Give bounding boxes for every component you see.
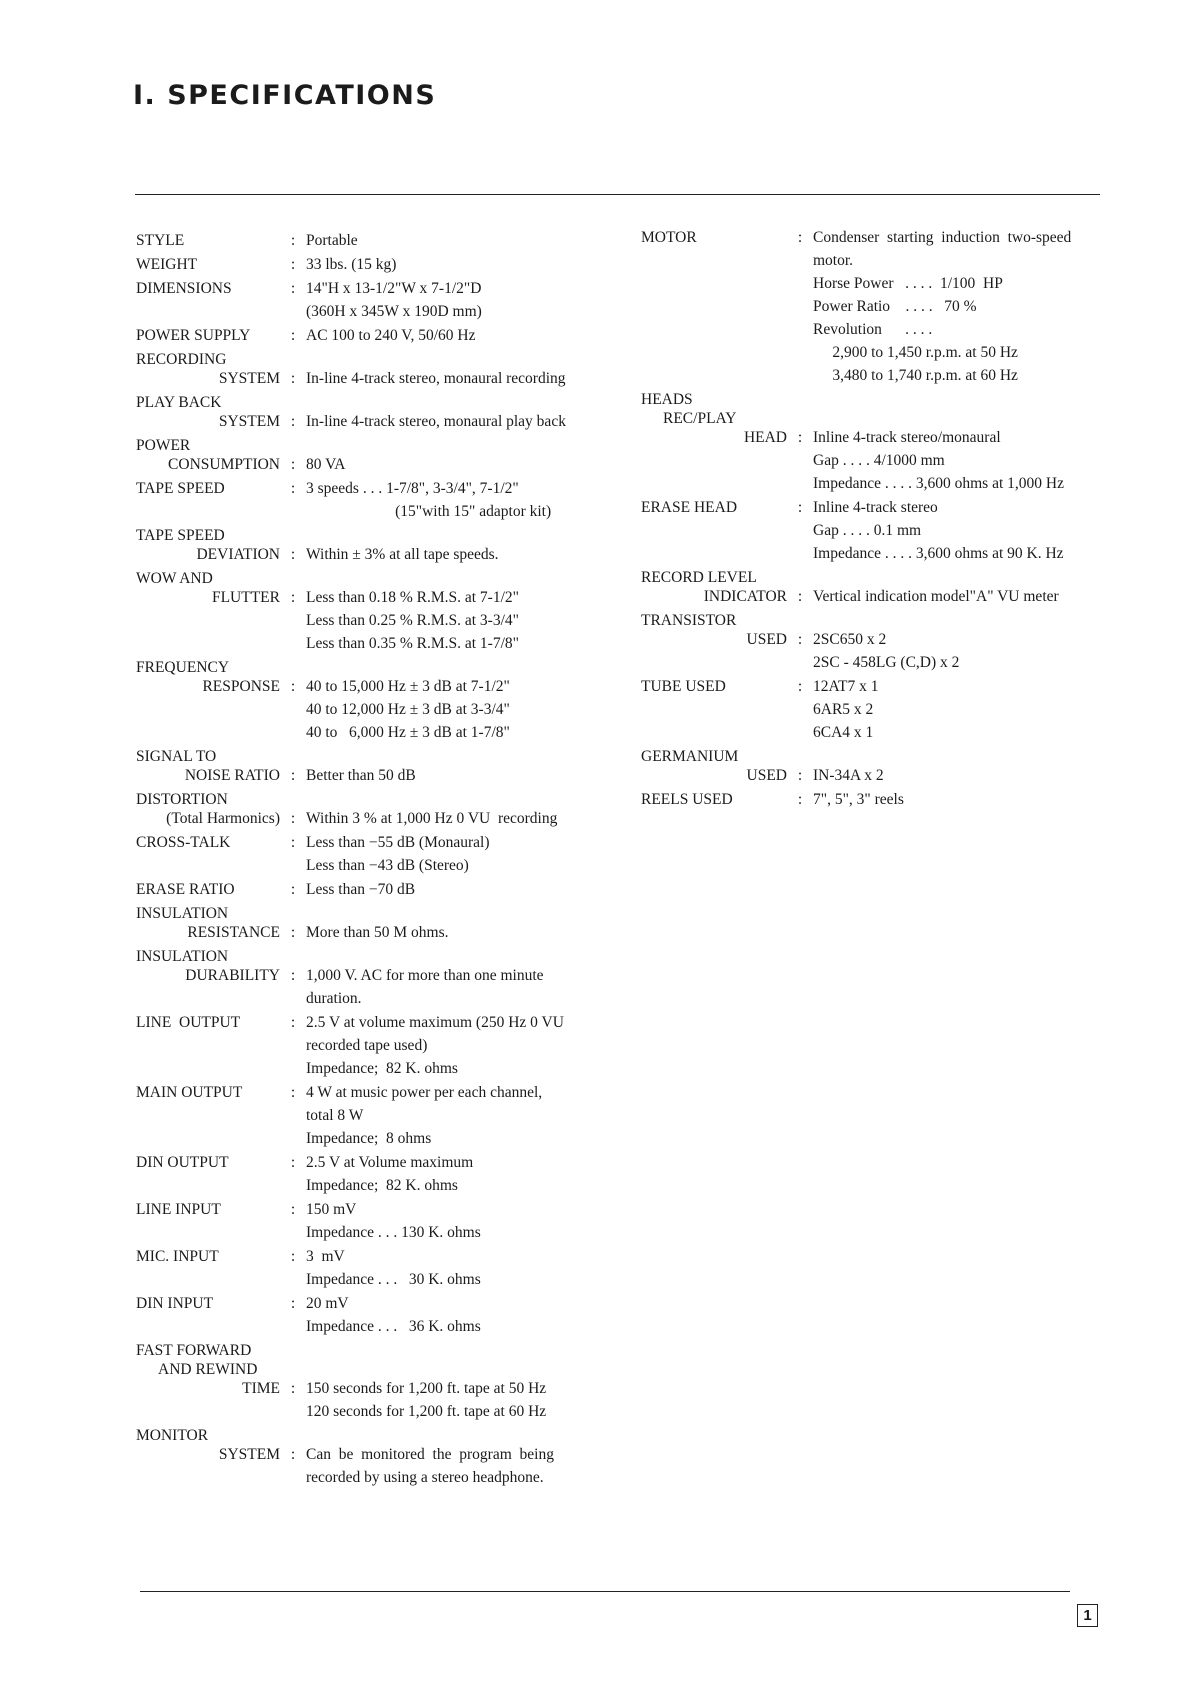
- spec-value-line: Less than −70 dB: [306, 881, 416, 898]
- spec-value-line: recorded by using a stereo headphone.: [306, 1469, 544, 1486]
- spec-entry: [136, 1247, 636, 1289]
- spec-label-line: INSULATION: [136, 948, 229, 965]
- spec-label-line: RECORD LEVEL: [641, 569, 757, 586]
- spec-value-line: AC 100 to 240 V, 50/60 Hz: [306, 327, 476, 344]
- spec-label-line: LINE INPUT: [136, 1201, 221, 1218]
- spec-separator: :: [290, 256, 296, 273]
- spec-values: [306, 255, 636, 274]
- spec-value-line: More than 50 M ohms.: [306, 924, 449, 941]
- spec-label-line: RESPONSE: [202, 678, 280, 695]
- spec-value-line: Portable: [306, 232, 358, 249]
- spec-value-line: 2SC - 458LG (C,D) x 2: [813, 654, 960, 671]
- spec-values: [306, 947, 636, 1008]
- spec-value-line: Impedance . . . . 3,600 ohms at 1,000 Hz: [813, 475, 1064, 492]
- spec-values: [306, 658, 636, 742]
- spec-values: [306, 1013, 636, 1078]
- spec-values: [813, 747, 1101, 785]
- spec-label-line: FLUTTER: [211, 589, 280, 606]
- spec-separator: :: [797, 767, 803, 784]
- spec-label-line: LINE OUTPUT: [136, 1014, 241, 1031]
- spec-value-line: Gap . . . . 4/1000 mm: [813, 452, 945, 469]
- spec-label-line: TIME: [242, 1380, 280, 1397]
- spec-value-line: In-line 4-track stereo, monaural recording: [306, 370, 566, 387]
- spec-entry: [136, 790, 636, 828]
- spec-values: [306, 1153, 636, 1195]
- spec-value-line: 150 seconds for 1,200 ft. tape at 50 Hz: [306, 1380, 547, 1397]
- spec-value-line: duration.: [306, 990, 362, 1007]
- spec-entry: [641, 790, 1101, 809]
- spec-label: [136, 1426, 280, 1487]
- spec-label-line: TUBE USED: [641, 678, 726, 695]
- spec-values: [813, 790, 1101, 809]
- spec-value-line: Less than −55 dB (Monaural): [306, 834, 490, 851]
- spec-label-line: REC/PLAY: [663, 410, 737, 427]
- spec-values: [813, 228, 1101, 385]
- spec-label: [136, 436, 280, 474]
- spec-value-line: 14"H x 13-1/2"W x 7-1/2"D: [306, 280, 482, 297]
- spec-label-line: HEADS: [641, 391, 693, 408]
- spec-value-line: 40 to 15,000 Hz ± 3 dB at 7-1/2": [306, 678, 510, 695]
- spec-values: [306, 1083, 636, 1148]
- spec-value-line: 6AR5 x 2: [813, 701, 874, 718]
- spec-separator: :: [290, 881, 296, 898]
- spec-separator: :: [290, 1154, 296, 1171]
- spec-values: [306, 393, 636, 431]
- spec-value-line: 150 mV: [306, 1201, 357, 1218]
- spec-entry: [641, 228, 1101, 385]
- spec-separator: :: [290, 1380, 296, 1397]
- spec-label: [136, 1200, 280, 1242]
- spec-values: [306, 1247, 636, 1289]
- spec-separator: :: [797, 588, 803, 605]
- spec-value-line: 120 seconds for 1,200 ft. tape at 60 Hz: [306, 1403, 547, 1420]
- spec-label-line: USED: [746, 767, 787, 784]
- spec-label: [136, 747, 280, 785]
- spec-value-line: 40 to 12,000 Hz ± 3 dB at 3-3/4": [306, 701, 510, 718]
- spec-values: [306, 1294, 636, 1336]
- spec-label-line: (Total Harmonics): [166, 810, 280, 827]
- spec-values: [306, 526, 636, 564]
- spec-label-line: RESISTANCE: [187, 924, 280, 941]
- spec-value-line: Impedance; 82 K. ohms: [306, 1060, 458, 1077]
- spec-label: [136, 1083, 280, 1148]
- spec-value-line: Within 3 % at 1,000 Hz 0 VU recording: [306, 810, 558, 827]
- spec-value-line: Less than −43 dB (Stereo): [306, 857, 469, 874]
- spec-separator: :: [290, 678, 296, 695]
- spec-label: [136, 904, 280, 942]
- spec-label-line: PLAY BACK: [136, 394, 222, 411]
- spec-value-line: Impedance . . . . 3,600 ohms at 90 K. Hz: [813, 545, 1064, 562]
- spec-value-line: Less than 0.18 % R.M.S. at 7-1/2": [306, 589, 519, 606]
- spec-separator: :: [797, 678, 803, 695]
- spec-value-line: 6CA4 x 1: [813, 724, 874, 741]
- spec-separator: :: [290, 1295, 296, 1312]
- spec-value-line: 2,900 to 1,450 r.p.m. at 50 Hz: [813, 344, 1018, 361]
- spec-values: [813, 677, 1101, 742]
- spec-separator: :: [797, 631, 803, 648]
- spec-label: [136, 880, 280, 899]
- spec-label: [136, 1294, 280, 1336]
- spec-label-line: INDICATOR: [703, 588, 787, 605]
- spec-label-line: DIN OUTPUT: [136, 1154, 229, 1171]
- spec-value-line: 40 to 6,000 Hz ± 3 dB at 1-7/8": [306, 724, 510, 741]
- spec-values: [306, 231, 636, 250]
- spec-value-line: 2.5 V at Volume maximum: [306, 1154, 474, 1171]
- spec-value-line: 3 mV: [306, 1248, 345, 1265]
- spec-label-line: USED: [746, 631, 787, 648]
- spec-value-line: 2.5 V at volume maximum (250 Hz 0 VU: [306, 1014, 564, 1031]
- spec-value-line: Horse Power . . . . 1/100 HP: [813, 275, 1003, 292]
- spec-value-line: Better than 50 dB: [306, 767, 416, 784]
- spec-label-line: POWER SUPPLY: [136, 327, 251, 344]
- bottom-divider: [140, 1591, 1070, 1592]
- spec-label-line: DIMENSIONS: [136, 280, 232, 297]
- spec-label-line: STYLE: [136, 232, 185, 249]
- spec-label-line: TRANSISTOR: [641, 612, 737, 629]
- spec-value-line: Impedance; 82 K. ohms: [306, 1177, 458, 1194]
- spec-values: [306, 350, 636, 388]
- spec-separator: :: [797, 499, 803, 516]
- spec-separator: :: [290, 1446, 296, 1463]
- spec-label-line: SYSTEM: [218, 413, 280, 430]
- spec-value-line: Inline 4-track stereo: [813, 499, 938, 516]
- spec-separator: :: [290, 1084, 296, 1101]
- spec-value-line: Impedance . . . 36 K. ohms: [306, 1318, 481, 1335]
- spec-entry: [641, 568, 1101, 606]
- spec-values: [306, 833, 636, 875]
- spec-value-line: Less than 0.35 % R.M.S. at 1-7/8": [306, 635, 519, 652]
- spec-label-line: HEAD: [743, 429, 787, 446]
- spec-label-line: MAIN OUTPUT: [136, 1084, 243, 1101]
- spec-label: [136, 255, 280, 274]
- spec-label: [136, 790, 280, 828]
- spec-value-line: 3 speeds . . . 1-7/8", 3-3/4", 7-1/2": [306, 480, 519, 497]
- spec-label: [641, 747, 787, 785]
- spec-label-line: TAPE SPEED: [136, 527, 225, 544]
- spec-column-right: [641, 228, 1101, 814]
- spec-value-line: 3,480 to 1,740 r.p.m. at 60 Hz: [813, 367, 1018, 384]
- spec-label: [136, 1013, 280, 1078]
- spec-values: [306, 790, 636, 828]
- spec-values: [306, 880, 636, 899]
- spec-label: [136, 1341, 280, 1421]
- spec-value-line: Power Ratio . . . . 70 %: [813, 298, 977, 315]
- spec-value-line: 33 lbs. (15 kg): [306, 256, 397, 273]
- spec-label-line: AND REWIND: [158, 1361, 258, 1378]
- spec-label-line: CONSUMPTION: [168, 456, 280, 473]
- spec-entry: [136, 569, 636, 653]
- spec-value-line: In-line 4-track stereo, monaural play back: [306, 413, 566, 430]
- spec-entry: [136, 1083, 636, 1148]
- spec-separator: :: [290, 456, 296, 473]
- spec-entry: [136, 350, 636, 388]
- spec-label: [136, 833, 280, 875]
- page-number: 1: [1077, 1604, 1098, 1627]
- spec-label: [641, 498, 787, 563]
- spec-label: [136, 393, 280, 431]
- spec-label-line: MONITOR: [136, 1427, 209, 1444]
- spec-label-line: MIC. INPUT: [136, 1248, 219, 1265]
- spec-values: [306, 1200, 636, 1242]
- spec-value-line: Less than 0.25 % R.M.S. at 3-3/4": [306, 612, 519, 629]
- spec-value-line: Impedance . . . 130 K. ohms: [306, 1224, 481, 1241]
- spec-label-line: ERASE HEAD: [641, 499, 738, 516]
- spec-label-line: MOTOR: [641, 229, 697, 246]
- spec-entry: [136, 904, 636, 942]
- spec-label: [641, 611, 787, 672]
- spec-entry: [136, 479, 636, 521]
- spec-values: [306, 569, 636, 653]
- spec-label: [136, 479, 280, 521]
- spec-value-line: 20 mV: [306, 1295, 349, 1312]
- spec-entry: [136, 279, 636, 321]
- spec-values: [306, 326, 636, 345]
- spec-label: [136, 947, 280, 1008]
- spec-label-line: DEVIATION: [196, 546, 280, 563]
- spec-entry: [136, 658, 636, 742]
- spec-entry: [136, 393, 636, 431]
- spec-entry: [136, 436, 636, 474]
- spec-value-line: Vertical indication model"A" VU meter: [813, 588, 1059, 605]
- spec-label: [136, 569, 280, 653]
- spec-entry: [641, 677, 1101, 742]
- spec-value-line: 80 VA: [306, 456, 346, 473]
- spec-value-line: Can be monitored the program being: [306, 1446, 554, 1463]
- spec-separator: :: [797, 429, 803, 446]
- spec-value-line: Within ± 3% at all tape speeds.: [306, 546, 499, 563]
- spec-value-line: Impedance; 8 ohms: [306, 1130, 432, 1147]
- spec-separator: :: [290, 370, 296, 387]
- spec-entry: [641, 747, 1101, 785]
- spec-label: [641, 790, 787, 809]
- spec-label-line: INSULATION: [136, 905, 229, 922]
- page-title: I. SPECIFICATIONS: [133, 80, 437, 111]
- spec-label-line: DURABILITY: [185, 967, 280, 984]
- spec-label-line: WEIGHT: [136, 256, 198, 273]
- spec-entry: [136, 747, 636, 785]
- spec-separator: :: [290, 1248, 296, 1265]
- spec-values: [306, 1426, 636, 1487]
- spec-value-line: IN-34A x 2: [813, 767, 884, 784]
- spec-label: [136, 326, 280, 345]
- spec-value-line: (15"with 15" adaptor kit): [306, 503, 552, 520]
- spec-value-line: Revolution . . . .: [813, 321, 933, 338]
- spec-label-line: SYSTEM: [218, 1446, 280, 1463]
- spec-values: [306, 904, 636, 942]
- spec-label: [641, 228, 787, 385]
- spec-separator: :: [290, 767, 296, 784]
- spec-label-line: NOISE RATIO: [184, 767, 280, 784]
- spec-values: [306, 1341, 636, 1421]
- spec-label-line: TAPE SPEED: [136, 480, 225, 497]
- spec-entry: [136, 526, 636, 564]
- spec-values: [813, 390, 1101, 493]
- spec-separator: :: [290, 924, 296, 941]
- spec-label-line: POWER: [136, 437, 191, 454]
- spec-separator: :: [290, 1014, 296, 1031]
- spec-label-line: ERASE RATIO: [136, 881, 235, 898]
- spec-separator: :: [290, 546, 296, 563]
- spec-value-line: motor.: [813, 252, 854, 269]
- spec-entry: [641, 390, 1101, 493]
- spec-separator: :: [290, 967, 296, 984]
- spec-value-line: 12AT7 x 1: [813, 678, 879, 695]
- spec-label-line: FAST FORWARD: [136, 1342, 252, 1359]
- spec-value-line: Inline 4-track stereo/monaural: [813, 429, 1001, 446]
- spec-entry: [136, 880, 636, 899]
- spec-label-line: REELS USED: [641, 791, 733, 808]
- spec-value-line: Impedance . . . 30 K. ohms: [306, 1271, 481, 1288]
- top-divider: [135, 194, 1100, 195]
- spec-label-line: SYSTEM: [218, 370, 280, 387]
- spec-entry: [136, 1426, 636, 1487]
- spec-entry: [136, 947, 636, 1008]
- spec-separator: :: [797, 229, 803, 246]
- spec-entry: [136, 1013, 636, 1078]
- spec-separator: :: [290, 810, 296, 827]
- spec-values: [813, 568, 1101, 606]
- spec-separator: :: [290, 280, 296, 297]
- spec-column-left: [136, 231, 636, 1492]
- spec-separator: :: [290, 327, 296, 344]
- spec-label-line: GERMANIUM: [641, 748, 739, 765]
- spec-entry: [136, 326, 636, 345]
- spec-separator: :: [290, 413, 296, 430]
- spec-label-line: CROSS-TALK: [136, 834, 231, 851]
- spec-separator: :: [290, 232, 296, 249]
- spec-label: [136, 1247, 280, 1289]
- spec-label-line: DISTORTION: [136, 791, 228, 808]
- spec-label: [136, 526, 280, 564]
- spec-entry: [136, 255, 636, 274]
- spec-entry: [641, 498, 1101, 563]
- spec-separator: :: [290, 480, 296, 497]
- spec-values: [813, 498, 1101, 563]
- spec-separator: :: [797, 791, 803, 808]
- spec-label-line: DIN INPUT: [136, 1295, 214, 1312]
- spec-value-line: recorded tape used): [306, 1037, 428, 1054]
- spec-label: [136, 231, 280, 250]
- spec-value-line: Condenser starting induction two-speed: [813, 229, 1072, 246]
- spec-label: [641, 568, 787, 606]
- spec-label: [136, 1153, 280, 1195]
- spec-entry: [136, 1294, 636, 1336]
- spec-label-line: WOW AND: [136, 570, 213, 587]
- spec-value-line: 4 W at music power per each channel,: [306, 1084, 543, 1101]
- spec-entry: [136, 1200, 636, 1242]
- spec-values: [306, 479, 636, 521]
- spec-values: [306, 747, 636, 785]
- spec-value-line: 7", 5", 3" reels: [813, 791, 904, 808]
- spec-label-line: RECORDING: [136, 351, 227, 368]
- spec-entry: [136, 231, 636, 250]
- spec-label: [136, 350, 280, 388]
- spec-value-line: (360H x 345W x 190D mm): [306, 303, 482, 320]
- spec-label-line: FREQUENCY: [136, 659, 230, 676]
- spec-label: [641, 390, 787, 493]
- spec-value-line: 2SC650 x 2: [813, 631, 887, 648]
- spec-label: [136, 279, 280, 321]
- spec-values: [813, 611, 1101, 672]
- spec-separator: :: [290, 589, 296, 606]
- spec-entry: [641, 611, 1101, 672]
- spec-values: [306, 279, 636, 321]
- spec-label: [136, 658, 280, 742]
- spec-value-line: 1,000 V. AC for more than one minute: [306, 967, 544, 984]
- spec-label: [641, 677, 787, 742]
- spec-entry: [136, 833, 636, 875]
- spec-separator: :: [290, 834, 296, 851]
- spec-value-line: Gap . . . . 0.1 mm: [813, 522, 922, 539]
- spec-entry: [136, 1341, 636, 1421]
- spec-value-line: total 8 W: [306, 1107, 364, 1124]
- spec-separator: :: [290, 1201, 296, 1218]
- spec-entry: [136, 1153, 636, 1195]
- spec-values: [306, 436, 636, 474]
- spec-label-line: SIGNAL TO: [136, 748, 217, 765]
